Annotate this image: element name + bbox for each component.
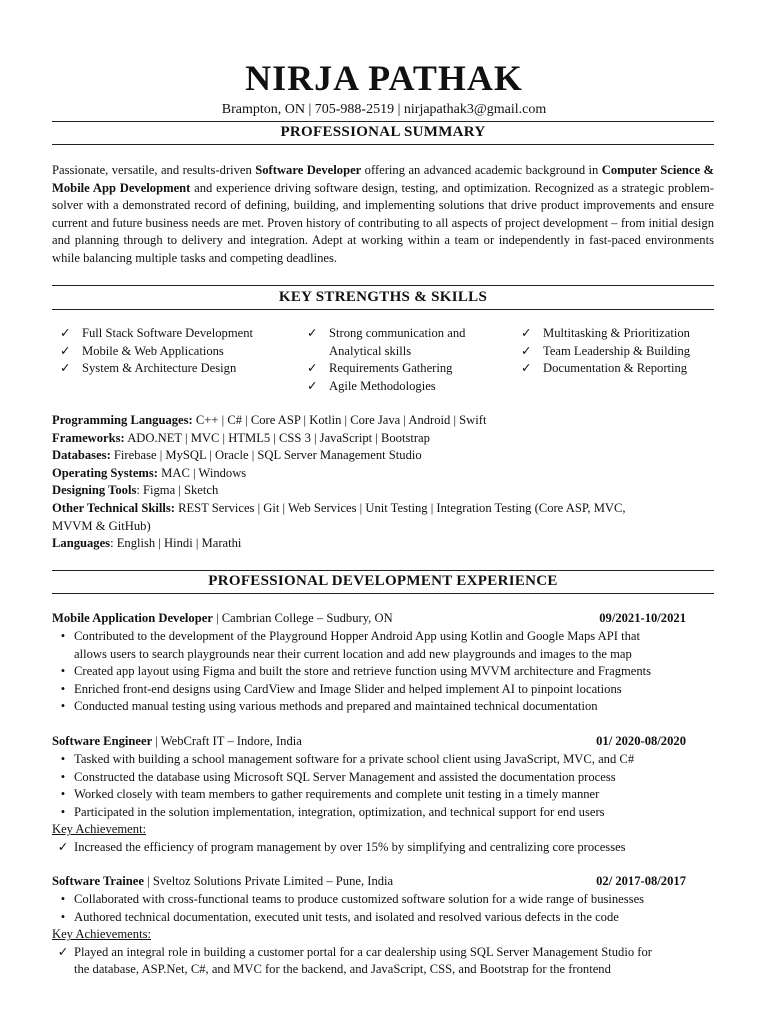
skill-item: [307, 378, 465, 396]
key-achievement-label: Key Achievements:: [52, 927, 151, 942]
skill-label: Team Leadership & Building: [543, 343, 691, 358]
skill-item: [521, 343, 690, 361]
skill-item: [521, 360, 690, 378]
job-company: | Sveltoz Solutions Private Limited – Pune, India: [144, 874, 394, 888]
tech-row-databases: [52, 447, 714, 465]
skill-item: [307, 360, 465, 378]
achievement-text: the database, ASP.Net, C#, and MVC for the backend, and JavaScript, CSS, and Bootstrap for the frontend: [74, 962, 611, 977]
job-bullets: [52, 751, 714, 857]
summary-paragraph: [52, 162, 714, 268]
divider: [52, 593, 714, 594]
list-item: [52, 804, 714, 822]
bullet-icon: •: [60, 769, 66, 784]
divider: [52, 285, 714, 286]
skill-item: [60, 360, 253, 378]
list-item: [52, 891, 714, 909]
bullet-icon: •: [60, 699, 66, 714]
list-item: [52, 663, 714, 681]
tech-label: Frameworks:: [52, 430, 125, 445]
list-item: [52, 698, 714, 716]
skill-label: Full Stack Software Development: [82, 326, 254, 340]
bullet-text: Created app layout using Figma and built the store and retrieve function using MVVM architecture and Fragments: [74, 664, 652, 679]
bullet-icon: •: [60, 681, 66, 696]
list-item: [52, 786, 714, 804]
tech-row-design-tools: [52, 482, 714, 500]
bullet-icon: •: [60, 787, 66, 802]
list-item: [52, 909, 714, 927]
job-bullets: [52, 628, 714, 716]
skill-label-continued: Analytical skills: [329, 343, 412, 358]
skill-label: Requirements Gathering: [329, 361, 453, 376]
tech-label: Languages: [52, 536, 111, 551]
check-icon: ✓: [60, 343, 71, 358]
summary-text: and experience driving software design, testing, and optimization. Recognized as a strategic problem-solver with a demonstrated record of defining, building, and implementing solutions that drive product improvements and ensure current and future business needs are met. Proven history of contributing to all aspects of project development – from initial design and planning through to delivery and integration. Adept at working within a team or independently in fast-paced environments while balancing multiple tasks and competing deadlines.: [52, 180, 714, 265]
summary-text: offering an advanced academic background in: [361, 163, 602, 177]
bullet-text: Collaborated with cross-functional teams to produce customized software solution for a wide range of businesses: [74, 892, 645, 906]
list-item: [52, 839, 714, 857]
skill-label: Documentation & Reporting: [543, 361, 688, 376]
skill-item: [521, 325, 690, 343]
divider: [52, 144, 714, 145]
bullet-text: Enriched front-end designs using CardView and Image Slider and helped implement AI to pinpoint locations: [74, 681, 622, 696]
bullet-icon: •: [60, 892, 66, 906]
check-icon: ✓: [307, 378, 318, 393]
summary-bold: Software Developer: [255, 163, 362, 177]
bullet-text: Authored technical documentation, executed unit tests, and isolated and resolved various defects in the code: [74, 909, 619, 924]
tech-row-frameworks: [52, 430, 714, 448]
job-dates: 01/ 2020-08/2020: [596, 734, 686, 748]
job-title: Software Trainee: [52, 874, 144, 888]
tech-value: : Figma | Sketch: [136, 483, 219, 498]
bullet-text: allows users to search playgrounds near their current location and add new playgrounds and images to the map: [74, 646, 632, 661]
tech-value: MAC | Windows: [158, 465, 247, 480]
achievement-text: Played an integral role in building a customer portal for a car dealership using SQL Server Management Studio for: [74, 944, 652, 959]
job-header: [52, 610, 686, 628]
divider: [52, 309, 714, 310]
list-item: [52, 628, 714, 646]
bullet-icon: •: [60, 664, 66, 679]
job-company: | Cambrian College – Sudbury, ON: [212, 611, 393, 625]
tech-value: C++ | C# | Core ASP | Kotlin | Core Java | Android | Swift: [192, 413, 487, 427]
skill-label: Strong communication and: [329, 326, 466, 340]
tech-label: Databases:: [52, 448, 111, 463]
skill-label: Mobile & Web Applications: [82, 343, 224, 358]
job-dates: 09/2021-10/2021: [599, 611, 686, 625]
tech-row-os: [52, 465, 714, 483]
job-dates: 02/ 2017-08/2017: [596, 874, 686, 888]
section-title-summary: PROFESSIONAL SUMMARY: [280, 124, 486, 140]
list-item-continued: [52, 646, 714, 664]
tech-row-programming: [52, 412, 714, 430]
technical-skills-list: [52, 412, 714, 553]
summary-text: Passionate, versatile, and results-driven: [52, 163, 256, 177]
tech-label: Programming Languages:: [52, 413, 193, 427]
skill-label: Multitasking & Prioritization: [543, 326, 690, 340]
divider: [52, 121, 714, 122]
list-item: [52, 681, 714, 699]
tech-label: Operating Systems:: [52, 465, 158, 480]
skill-item: [60, 343, 253, 361]
bullet-text: Tasked with building a school management software for a private school client using JavaScript, MVC, and C#: [74, 752, 635, 766]
bullet-text: Contributed to the development of the Playground Hopper Android App using Kotlin and Google Maps API that: [74, 629, 640, 643]
section-title-experience: PROFESSIONAL DEVELOPMENT EXPERIENCE: [208, 573, 558, 589]
job-bullets: [52, 891, 714, 979]
bullet-icon: •: [60, 804, 66, 819]
list-item: [52, 944, 714, 962]
key-achievement-label: Key Achievement:: [52, 822, 147, 837]
job-header: [52, 733, 686, 751]
skill-label: Agile Methodologies: [329, 378, 436, 393]
tech-row-other: [52, 500, 714, 518]
bullet-text: Worked closely with team members to gather requirements and complete unit testing in a timely manner: [74, 787, 600, 802]
skill-item: [307, 325, 465, 343]
job-title: Mobile Application Developer: [52, 611, 213, 625]
check-icon: ✓: [521, 326, 532, 340]
list-item: [52, 751, 714, 769]
list-item: [52, 769, 714, 787]
tech-value: REST Services | Git | Web Services | Unit Testing | Integration Testing (Core ASP, MVC,: [174, 500, 626, 515]
summary-bold: Computer Science & Mobile App Development: [52, 163, 714, 195]
achievement-text: Increased the efficiency of program management by over 15% by simplifying and centralizing core processes: [74, 839, 626, 854]
check-icon: ✓: [57, 944, 69, 959]
check-icon: ✓: [57, 839, 69, 854]
candidate-name: NIRJA PATHAK: [245, 58, 523, 98]
bullet-spacer: [52, 646, 74, 664]
bullet-text: Constructed the database using Microsoft SQL Server Management and assisted the documentation process: [74, 769, 616, 784]
bullet-icon: •: [60, 752, 66, 766]
bullet-spacer: [52, 961, 74, 979]
bullet-text: Participated in the solution implementation, integration, optimization, and technical support for end users: [74, 804, 605, 819]
tech-label: Designing Tools: [52, 483, 137, 498]
check-icon: ✓: [60, 326, 71, 340]
check-icon: ✓: [521, 343, 532, 358]
tech-row-languages: [52, 535, 714, 553]
tech-value: ADO.NET | MVC | HTML5 | CSS 3 | JavaScript | Bootstrap: [124, 430, 430, 445]
skills-column-2: [307, 325, 465, 395]
tech-value: Firebase | MySQL | Oracle | SQL Server Management Studio: [110, 448, 422, 463]
check-icon: ✓: [521, 361, 532, 376]
bullet-icon: •: [60, 629, 66, 643]
contact-line: Brampton, ON | 705-988-2519 | nirjapathak3@gmail.com: [221, 102, 547, 117]
tech-value-continued: MVVM & GitHub): [52, 518, 151, 533]
skills-column-3: [521, 325, 690, 378]
skills-column-1: [60, 325, 253, 378]
bullet-text: Conducted manual testing using various methods and prepared and maintained technical documentation: [74, 699, 598, 714]
bullet-icon: •: [60, 909, 66, 924]
section-title-skills: KEY STRENGTHS & SKILLS: [278, 289, 488, 305]
check-icon: ✓: [307, 326, 318, 340]
check-icon: ✓: [307, 361, 318, 376]
skill-item: [60, 325, 253, 343]
check-icon: ✓: [60, 361, 71, 376]
divider: [52, 570, 714, 571]
job-header: [52, 873, 686, 891]
list-item-continued: [52, 961, 714, 979]
tech-value: : English | Hindi | Marathi: [110, 536, 242, 551]
tech-label: Other Technical Skills:: [52, 500, 175, 515]
job-title: Software Engineer: [52, 734, 153, 748]
job-company: | WebCraft IT – Indore, India: [152, 734, 302, 748]
skill-label: System & Architecture Design: [82, 361, 237, 376]
